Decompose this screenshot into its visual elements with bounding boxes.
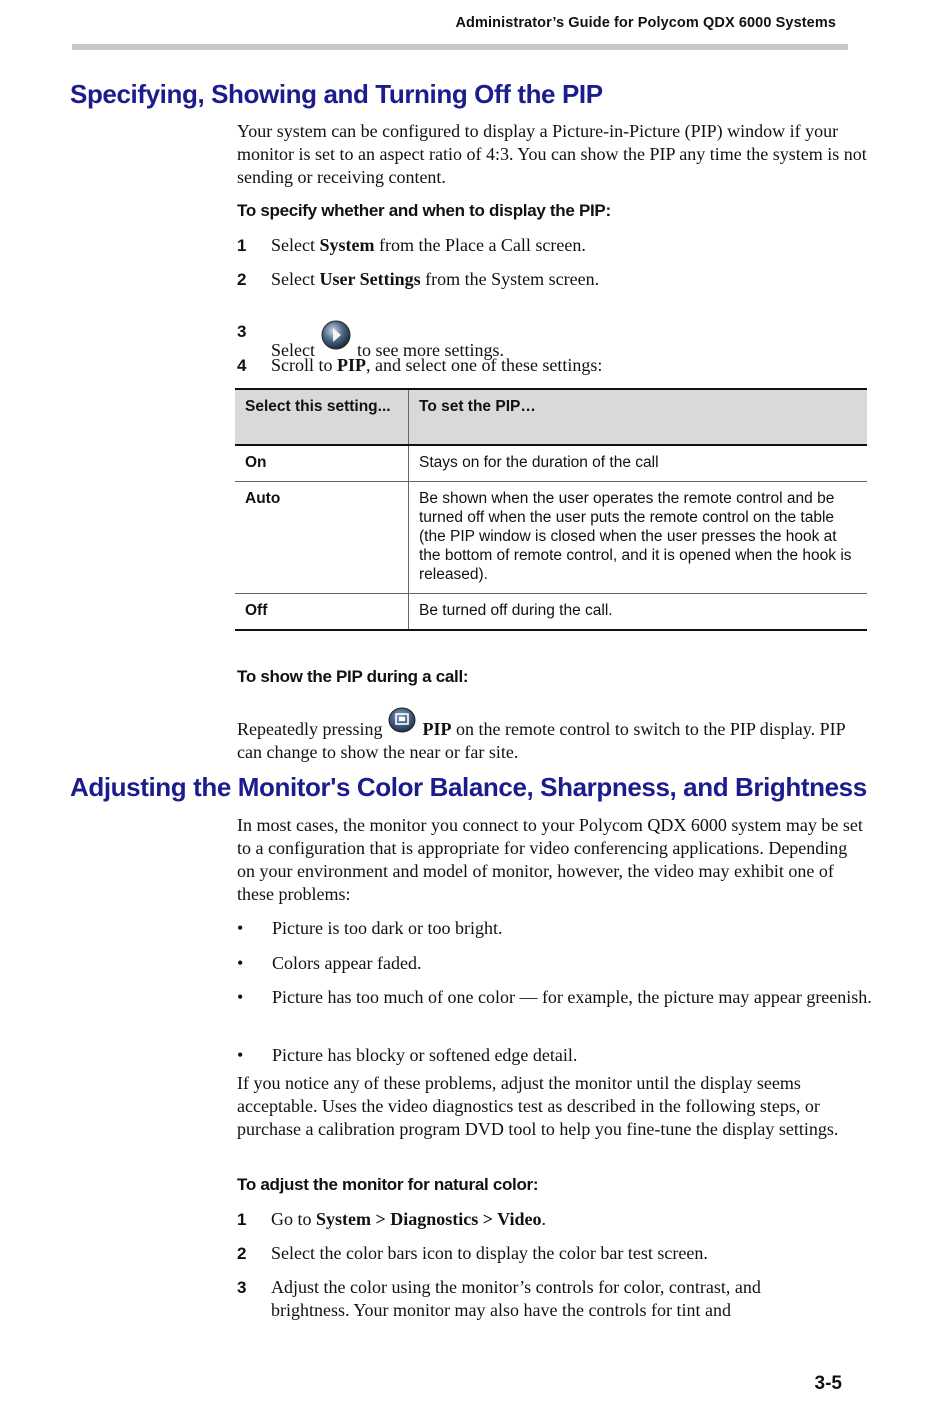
section-title-monitor: Adjusting the Monitor's Color Balance, Sharpness, and Brightness	[70, 772, 867, 802]
step-text: Adjust the color using the monitor’s controls for color, contrast, and brightness. Your monitor may also have the controls for tint and	[271, 1277, 761, 1320]
header-rule	[72, 44, 848, 50]
ui-term-pip-button: PIP	[422, 719, 452, 739]
table-header-setting: Select this setting...	[235, 389, 409, 445]
show-pip-text	[237, 707, 867, 764]
ui-term-pip: PIP	[337, 355, 366, 375]
step-number: 3	[237, 322, 247, 341]
table-row	[235, 594, 867, 631]
pip-settings-table	[235, 388, 867, 631]
table-row	[235, 482, 867, 594]
ui-path-diagnostics-video: System > Diagnostics > Video	[316, 1209, 542, 1229]
step-text: Go to	[271, 1209, 316, 1229]
step-text: Select	[271, 269, 320, 289]
step-number: 2	[237, 1244, 247, 1263]
next-arrow-icon	[321, 320, 351, 356]
pip-remote-button-icon	[388, 707, 416, 739]
monitor-adjust-text: If you notice any of these problems, adjust the monitor until the display seems acceptable. Uses the video diagnostics test as described in the following steps, or purchase a calibration program DVD tool to help you fine-tune the display settings.	[237, 1073, 839, 1139]
bullet-icon: •	[237, 987, 244, 1007]
section-title-pip: Specifying, Showing and Turning Off the PIP	[70, 79, 603, 109]
bullet-icon: •	[237, 1045, 244, 1065]
monitor-intro: In most cases, the monitor you connect to your Polycom QDX 6000 system may be set to a configuration that is appropriate for video conferencing applications. Depending on your environment and model of monitor, however, the video may exhibit one of these problems:	[237, 815, 863, 904]
setting-name: On	[235, 445, 409, 482]
step-number: 1	[237, 1210, 247, 1229]
step-number: 4	[237, 356, 247, 375]
table-header-row	[235, 389, 867, 445]
step-text: Scroll to	[271, 355, 337, 375]
body-text: on the remote control to switch to the PIP display. PIP can change to show the near or far site.	[237, 719, 845, 762]
step-number: 1	[237, 236, 247, 255]
step-text: .	[541, 1209, 547, 1229]
body-text: Repeatedly pressing	[237, 719, 383, 739]
running-header: Administrator’s Guide for Polycom QDX 6000 Systems	[455, 15, 836, 31]
procedure-title-specify-pip: To specify whether and when to display the PIP:	[237, 201, 611, 220]
bullet-icon: •	[237, 918, 244, 938]
step-text: Select	[271, 235, 320, 255]
procedure-title-show-pip: To show the PIP during a call:	[237, 667, 469, 686]
step-number: 2	[237, 270, 247, 289]
setting-name: Auto	[235, 482, 409, 594]
setting-name: Off	[235, 594, 409, 631]
step-text: to see more settings.	[356, 340, 504, 360]
pip-intro: Your system can be configured to display a Picture-in-Picture (PIP) window if your monitor is set to an aspect ratio of 4:3. You can show the PIP any time the system is not sending or receiving content.	[237, 121, 867, 187]
ui-term-user-settings: User Settings	[319, 269, 421, 289]
setting-description: Stays on for the duration of the call	[409, 445, 868, 482]
table-header-pip: To set the PIP…	[409, 389, 868, 445]
step-text: Select	[271, 340, 315, 360]
step-text: from the Place a Call screen.	[374, 235, 586, 255]
procedure-title-natural-color: To adjust the monitor for natural color:	[237, 1175, 539, 1194]
step-text: , and select one of these settings:	[366, 355, 603, 375]
page-number: 3-5	[814, 1373, 842, 1394]
ui-term-system: System	[319, 235, 375, 255]
step-number: 3	[237, 1278, 247, 1297]
table-row	[235, 445, 867, 482]
setting-description: Be turned off during the call.	[409, 594, 868, 631]
setting-description: Be shown when the user operates the remote control and be turned off when the user puts the remote control on the table (the PIP window is closed when the user presses the hook at the bottom of remote control, and it is opened when the hook is released).	[409, 482, 868, 594]
bullet-icon: •	[237, 953, 244, 973]
step-text: from the System screen.	[420, 269, 600, 289]
step-text: Select the color bars icon to display the color bar test screen.	[271, 1243, 708, 1263]
